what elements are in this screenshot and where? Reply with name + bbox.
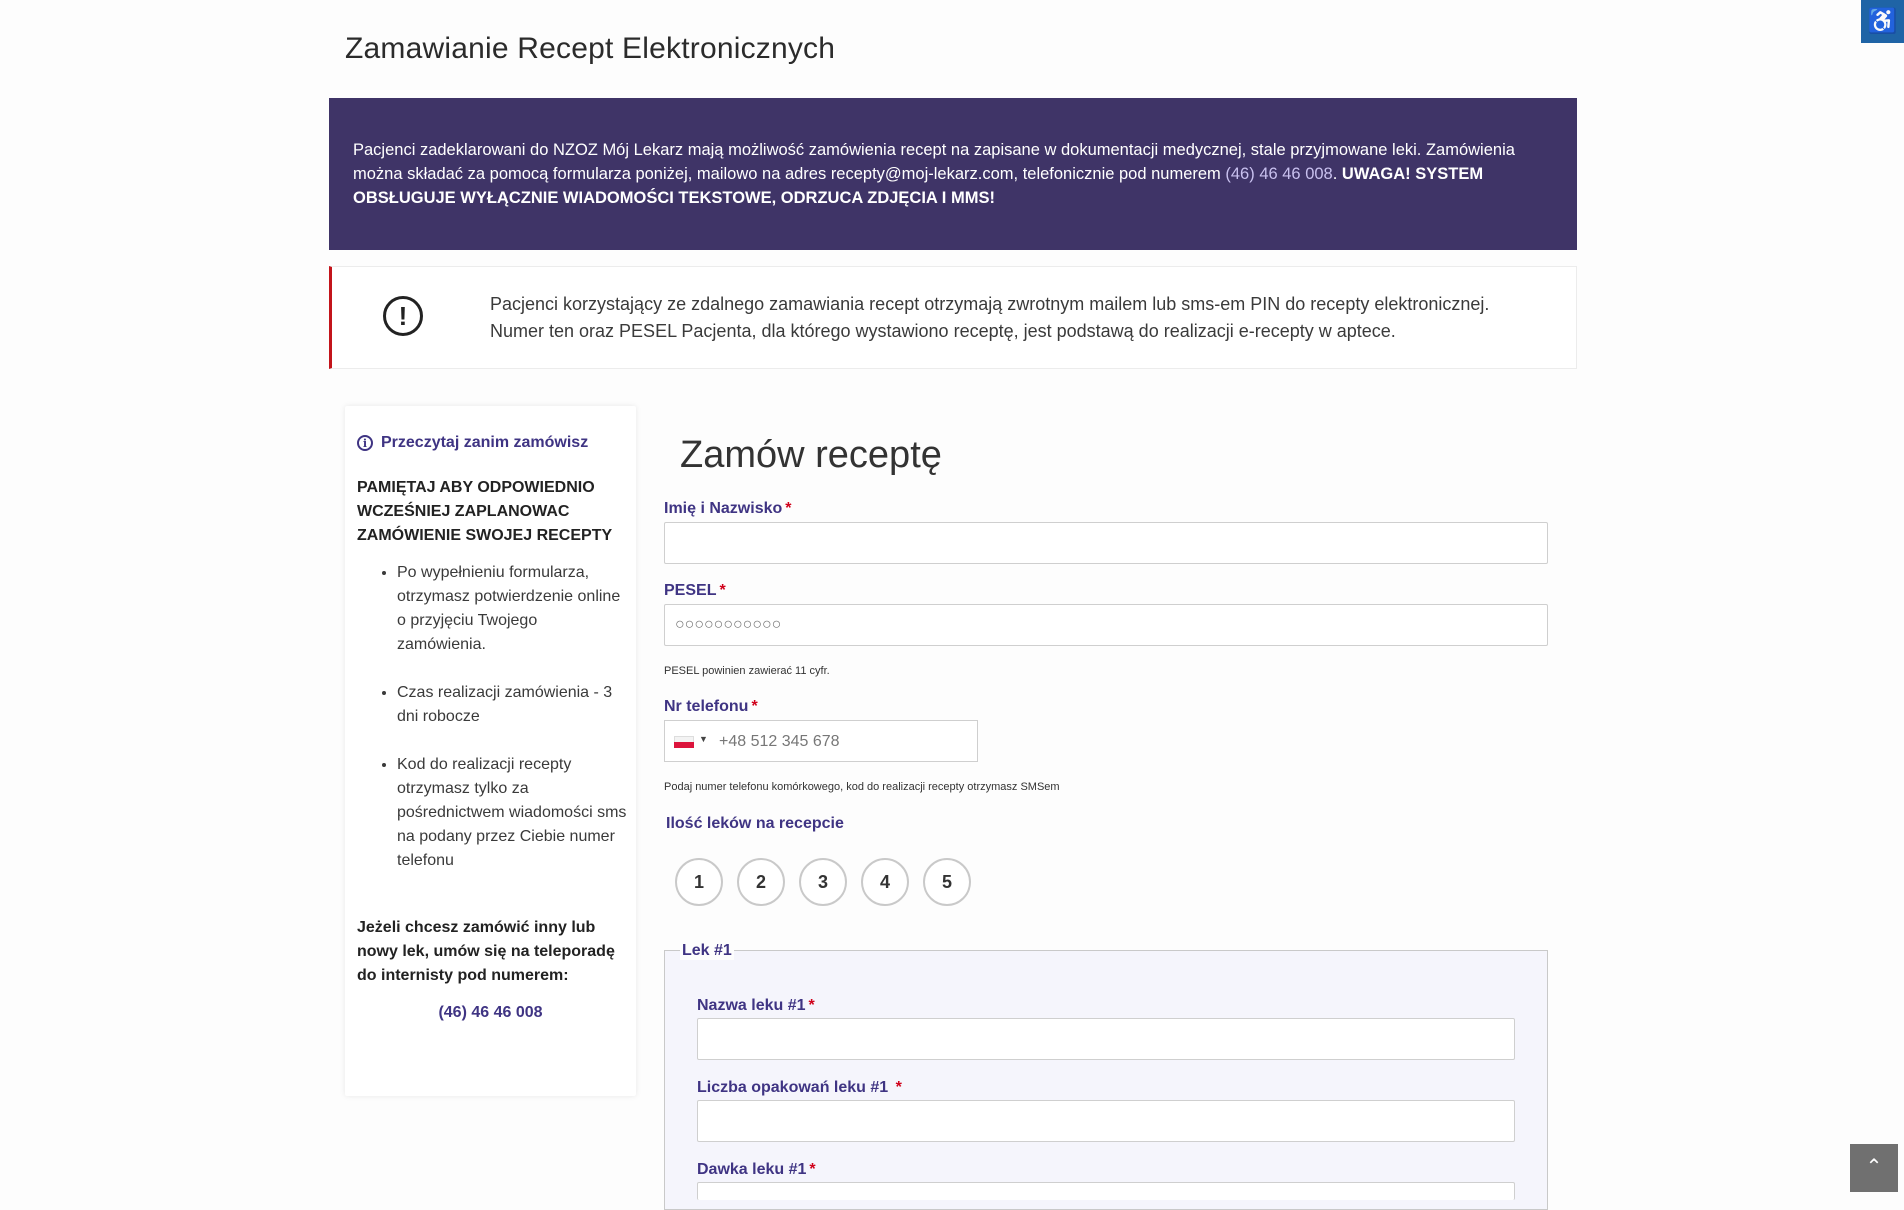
info-banner: Pacjenci zadeklarowani do NZOZ Mój Lekarz mają możliwość zamówienia recept na zapisane w dokumentacji medycznej, stale przyjmowane leki. Zamówienia można składać za pomocą formularza poniżej, mailowo na adres recepty@moj-lekarz.com, telefonicznie pod numerem (46) 46 46 008. UWAGA! SYSTEM OBSŁUGUJE WYŁĄCZNIE WIADOMOŚCI TEKSTOWE, ODRZUCA ZDJĘCIA I MMS!: [329, 98, 1577, 250]
chevron-up-icon: ⌃: [1865, 1156, 1883, 1178]
pesel-input[interactable]: [664, 604, 1548, 646]
quantity-label: Ilość leków na recepcie: [666, 815, 844, 832]
sidebar-warning: PAMIĘTAJ ABY ODPOWIEDNIO WCZEŚNIEJ ZAPLANOWAC ZAMÓWIENIE SWOJEJ RECEPTY: [357, 479, 613, 544]
banner-text: Pacjenci zadeklarowani do NZOZ Mój Lekarz mają możliwość zamówienia recept na zapisane w dokumentacji medycznej, stale przyjmowane leki. Zamówienia można składać za pomocą formularza poniżej, mailowo na adres recepty@moj-lekarz.com, telefonicznie pod numerem: [353, 141, 1515, 183]
list-item: • Po wypełnieniu formularza, otrzymasz potwierdzenie online o przyjęciu Twojego zamówienia.: [397, 561, 627, 657]
drug-1-legend: Lek #1: [682, 942, 732, 959]
phone-field: [664, 720, 978, 762]
page-title: Zamawianie Recept Elektronicznych: [345, 32, 836, 65]
accessibility-button[interactable]: [1861, 0, 1904, 43]
list-item: • Czas realizacji zamówienia - 3 dni robocze: [397, 681, 627, 729]
wheelchair-accessibility-icon: ♿: [1867, 8, 1898, 35]
pesel-hint: PESEL powinien zawierać 11 cyfr.: [664, 665, 830, 677]
quantity-option-3[interactable]: 3: [799, 858, 847, 906]
teleconsult-phone[interactable]: (46) 46 46 008: [438, 1004, 543, 1021]
quantity-option-4[interactable]: 4: [861, 858, 909, 906]
sidebar-info: [345, 406, 636, 1096]
drug-packages-label: Liczba opakowań leku #1 *: [697, 1079, 902, 1096]
pin-notice: [329, 266, 1577, 369]
scroll-top-button[interactable]: [1850, 1144, 1898, 1192]
read-before-order-link[interactable]: [357, 434, 588, 452]
form-title: Zamów receptę: [680, 434, 942, 476]
drug-dose-label: Dawka leku #1 *: [697, 1161, 816, 1178]
exclamation-circle-icon: !: [383, 296, 423, 336]
banner-warning: UWAGA! SYSTEM OBSŁUGUJE WYŁĄCZNIE WIADOMOŚCI TEKSTOWE, ODRZUCA ZDJĘCIA I MMS!: [353, 165, 1484, 207]
phone-input[interactable]: [717, 721, 976, 763]
sidebar-heading: Przeczytaj zanim zamówisz: [381, 434, 589, 451]
quantity-option-2[interactable]: 2: [737, 858, 785, 906]
name-input[interactable]: [664, 522, 1548, 564]
poland-flag-icon[interactable]: [674, 736, 694, 748]
notice-text: Pacjenci korzystający ze zdalnego zamawiania recept otrzymają zwrotnym mailem lub sms-em PIN do recepty elektronicznej. Numer ten oraz PESEL Pacjenta, dla którego wystawiono receptę, jest podstawą do realizacji e-recepty w aptece.: [490, 294, 1490, 341]
info-icon: i: [357, 435, 373, 451]
list-item: • Kod do realizacji recepty otrzymasz tylko za pośrednictwem wiadomości sms na podany przez Ciebie numer telefonu: [397, 753, 627, 873]
caret-down-icon[interactable]: ▼: [699, 734, 708, 744]
teleconsult-info: Jeżeli chcesz zamówić inny lub nowy lek, umów się na teleporadę do internisty pod numerem:: [357, 919, 615, 984]
sidebar-list: [357, 561, 627, 897]
drug-dose-input[interactable]: [697, 1182, 1515, 1200]
phone-label: Nr telefonu *: [664, 698, 758, 715]
drug-name-input[interactable]: [697, 1018, 1515, 1060]
drug-packages-input[interactable]: [697, 1100, 1515, 1142]
drug-name-label: Nazwa leku #1 *: [697, 997, 815, 1014]
quantity-option-5[interactable]: 5: [923, 858, 971, 906]
quantity-option-1[interactable]: 1: [675, 858, 723, 906]
name-label: Imię i Nazwisko *: [664, 500, 792, 517]
banner-phone[interactable]: (46) 46 46 008: [1225, 165, 1333, 183]
pesel-label: PESEL *: [664, 582, 726, 599]
phone-hint: Podaj numer telefonu komórkowego, kod do realizacji recepty otrzymasz SMSem: [664, 781, 1060, 793]
